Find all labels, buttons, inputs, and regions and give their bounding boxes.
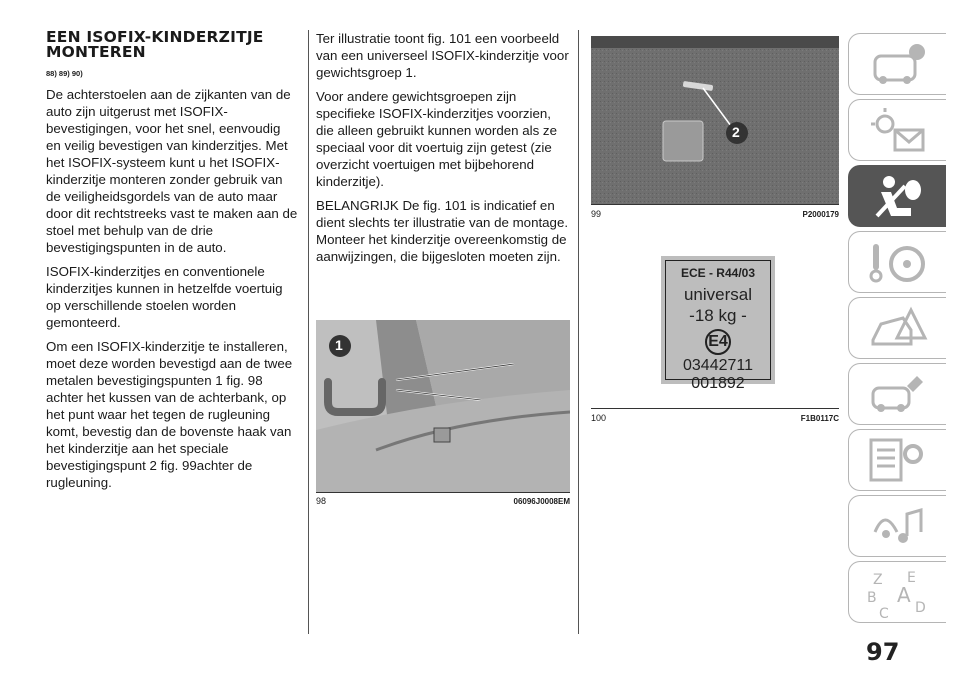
second-text-column: [316, 30, 572, 272]
car-dashboard-icon: [867, 40, 929, 90]
tab-multimedia[interactable]: [848, 495, 946, 557]
paragraph-3: Om een ISOFIX-kinderzitje te installeren, moet deze worden bevestigd aan de twee metalen bevestigingspunten 1 fig. 98 achter het kussen van de achterbank, op het punt waar het tegen de rugleuning komt, bevestig dan de bovenste haak van het kinderzitje aan het speciale bevestigingspunt 2 fig. 99achter de rugleuning.: [46, 339, 293, 490]
tab-index[interactable]: [848, 561, 946, 623]
column-divider-2: [578, 30, 579, 634]
paragraph-2: ISOFIX-kinderzitjes en conventionele kinderzitjes kunnen in hetzelfde voertuig op verschillende stoelen worden gemonteerd.: [46, 264, 283, 330]
tab-technical-data[interactable]: [848, 429, 946, 491]
tab-car-dashboard[interactable]: [848, 33, 946, 95]
section-title: EEN ISOFIX-KINDERZITJE MONTEREN: [46, 28, 264, 61]
steering-wheel-key-icon: [867, 238, 929, 288]
caption-rule: [591, 408, 839, 409]
figure-number: 100: [591, 413, 607, 423]
technical-data-gear-icon: [867, 436, 929, 486]
callout-1: 1: [335, 337, 343, 353]
car-breakdown-icon: [867, 304, 929, 354]
warning-references: 88) 89) 90): [46, 69, 83, 78]
svg-text:Z: Z: [873, 572, 883, 588]
caption-rule: [591, 204, 839, 205]
figure-99: [591, 36, 839, 224]
column-divider: [308, 30, 309, 634]
seat-airbag-safety-icon: [867, 172, 929, 222]
tab-safety[interactable]: [848, 165, 946, 227]
tab-emergency[interactable]: [848, 297, 946, 359]
main-text-column: [46, 30, 298, 498]
paragraph-4: Ter illustratie toont fig. 101 een voorbeeld van een universeel ISOFIX-kinderzitje voor gewichtsgroep 1.: [316, 31, 569, 80]
tab-warning-lights[interactable]: [848, 99, 946, 161]
figure-code: 06096J0008EM: [513, 497, 570, 506]
tab-maintenance[interactable]: [848, 363, 946, 425]
callout-2: 2: [732, 124, 740, 140]
caption-rule: [316, 492, 570, 493]
warning-lights-message-icon: [867, 106, 929, 156]
paragraph-1: De achterstoelen aan de zijkanten van de auto zijn uitgerust met ISOFIX-bevestigingen, voor het snel, eenvoudig en veilig bevestigen van kinderzitjes. Met het ISOFIX-systeem kunt u het ISOFIX-kinderzitje monteren zonder gebruik van de veiligheidsgordels van de auto maar door dit rechtstreeks vast te maken aan de stoel met behulp van de drie bevestigingspunten in de auto.: [46, 87, 298, 255]
figure-number: 99: [591, 209, 602, 219]
svg-text:E: E: [907, 570, 916, 586]
svg-text:A: A: [897, 583, 911, 607]
svg-text:C: C: [879, 606, 889, 622]
svg-text:D: D: [915, 600, 926, 616]
figure-code: F1B0117C: [800, 414, 839, 423]
figure-98: [316, 320, 570, 510]
figure-100: [591, 238, 839, 428]
page-number: 97: [866, 638, 900, 666]
paragraph-5: Voor andere gewichtsgroepen zijn specifieke ISOFIX-kinderzitjes voorzien, die alleen gebruikt kunnen worden als ze speciaal voor dit voertuig zijn getest (zie overzicht voertuigen met bijbehorend kinderzitje).: [316, 89, 557, 189]
svg-text:B: B: [867, 590, 877, 606]
index-letters-icon: [867, 568, 929, 622]
paragraph-6: BELANGRIJK De fig. 101 is indicatief en dient slechts ter illustratie van de montage. Monteer het kinderzitje overeenkomstig de aanwijzingen, die bijgesloten moeten zijn.: [316, 198, 569, 264]
multimedia-music-icon: [867, 502, 929, 552]
label-standard: ECE - R44/03: [680, 266, 756, 280]
label-e-mark: E4: [705, 329, 731, 355]
label-approval-number: 03442711: [683, 357, 753, 374]
label-weight: -18 kg -: [689, 306, 747, 325]
label-serial-number: 001892: [691, 375, 745, 392]
top-tether-anchor-photo: [591, 36, 839, 204]
label-category: universal: [683, 285, 753, 304]
car-service-icon: [867, 370, 929, 420]
tab-starting-driving[interactable]: [848, 231, 946, 293]
isofix-anchor-illustration: [316, 320, 570, 492]
figure-code: P2000179: [802, 210, 839, 219]
ece-approval-label: [661, 256, 775, 392]
figure-number: 98: [316, 496, 327, 506]
